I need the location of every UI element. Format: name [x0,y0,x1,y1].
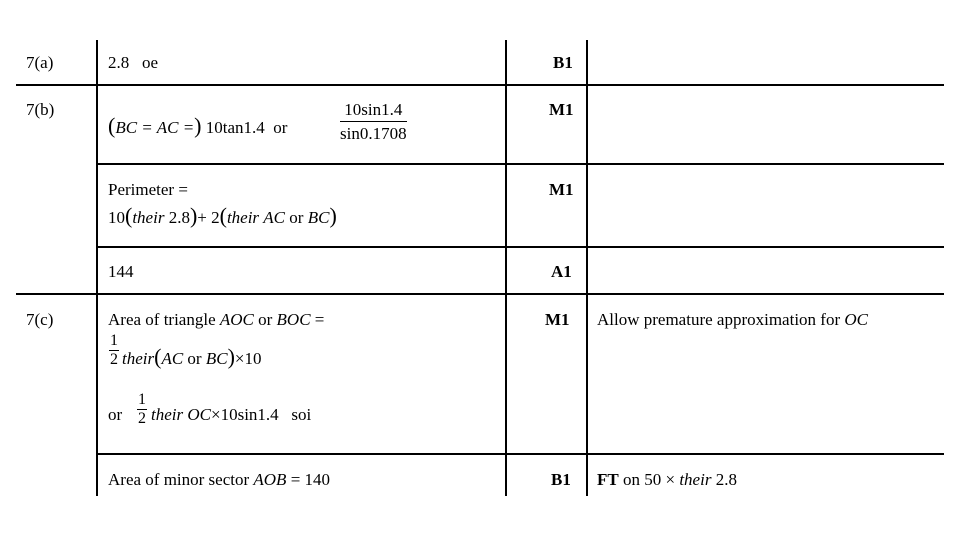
row-divider-b1-b2 [96,163,944,165]
ac-var: AC [263,208,286,227]
oc-var-2: OC [844,310,868,329]
mark-7a: B1 [553,53,573,72]
or-word-5: or [108,405,123,424]
their-word-1: their [132,208,165,227]
column-divider-1 [96,40,98,496]
bc-eq-ac: BC = AC = [115,118,195,137]
row-divider-c1-c2 [96,453,944,455]
final-answer-7b: 144 [108,262,134,281]
sin-fraction [340,100,407,143]
row-divider-b2-b3 [96,246,944,248]
half-denominator-2: 2 [138,410,146,427]
bc-var-2: BC [205,349,228,368]
or-word-2: or [289,208,304,227]
area-triangle-heading [108,310,324,330]
ac-var-2: AC [161,349,184,368]
perimeter-expression: 10(their 2.8)+ 2(their AC or BC) [108,203,337,228]
area-expression-2 [151,405,311,425]
column-divider-2 [505,40,507,496]
area-label: Area of triangle [108,310,216,329]
guidance-on-text: on 50 × [622,470,676,489]
mark-7c-1: M1 [545,310,570,329]
fraction-bar [340,121,407,122]
aob-var: AOB [253,470,287,489]
sector-area-answer [108,470,330,490]
question-label-7a: 7(a) [26,53,54,72]
mark-7b-3: A1 [551,262,572,281]
half-fraction-1 [108,333,120,368]
oc-var: OC [187,405,211,424]
arc-value: 2.8 [168,208,190,227]
ft-word: FT [597,470,619,489]
half-fraction-2 [136,392,148,427]
plus-two: + 2 [197,208,220,227]
or-word-3: or [258,310,273,329]
half-denominator-1: 2 [110,351,118,368]
question-label-7c: 7(c) [26,310,54,329]
tan-expression: 10tan1.4 [205,118,265,137]
their-word-4: their [151,405,184,424]
question-label-7b: 7(b) [26,100,55,119]
perimeter-coef: 10 [108,208,125,227]
half-numerator-2: 1 [138,391,146,408]
mark-7c-2: B1 [551,470,571,489]
boc-var: BOC [276,310,311,329]
their-word-3: their [122,349,155,368]
aoc-var: AOC [219,310,254,329]
guidance-text-1: Allow premature approximation for [597,310,841,329]
row-divider-a-b [16,84,944,86]
times-ten: ×10 [234,349,262,368]
equals-sign: = [314,310,325,329]
their-word-5: their [679,470,712,489]
guidance-7c-2 [597,470,737,490]
mark-7b-2: M1 [549,180,574,199]
or-word-4: or [187,349,202,368]
guidance-value: 2.8 [715,470,737,489]
sector-label: Area of minor sector [108,470,250,489]
half-numerator-1: 1 [110,332,118,349]
area-expression-1: their(AC or BC)×10 [122,344,262,369]
soi-word: soi [291,405,312,424]
their-word-2: their [226,208,260,227]
mark-7b-1: M1 [549,100,574,119]
guidance-7c-1 [597,310,868,330]
column-divider-3 [586,40,588,496]
times-ten-sin: ×10sin1.4 [210,405,279,424]
sin-fraction-denominator: sin0.1708 [340,124,407,143]
sector-value: = 140 [290,470,331,489]
bc-var: BC [307,208,330,227]
or-word: or [273,118,288,137]
row-divider-b-c [16,293,944,295]
sin-fraction-numerator: 10sin1.4 [344,100,403,119]
answer-7a: 2.8 oe [108,53,159,72]
answer-7b-expression: (BC = AC =) 10tan1.4 or [108,113,288,138]
perimeter-label: Perimeter = [108,180,188,199]
